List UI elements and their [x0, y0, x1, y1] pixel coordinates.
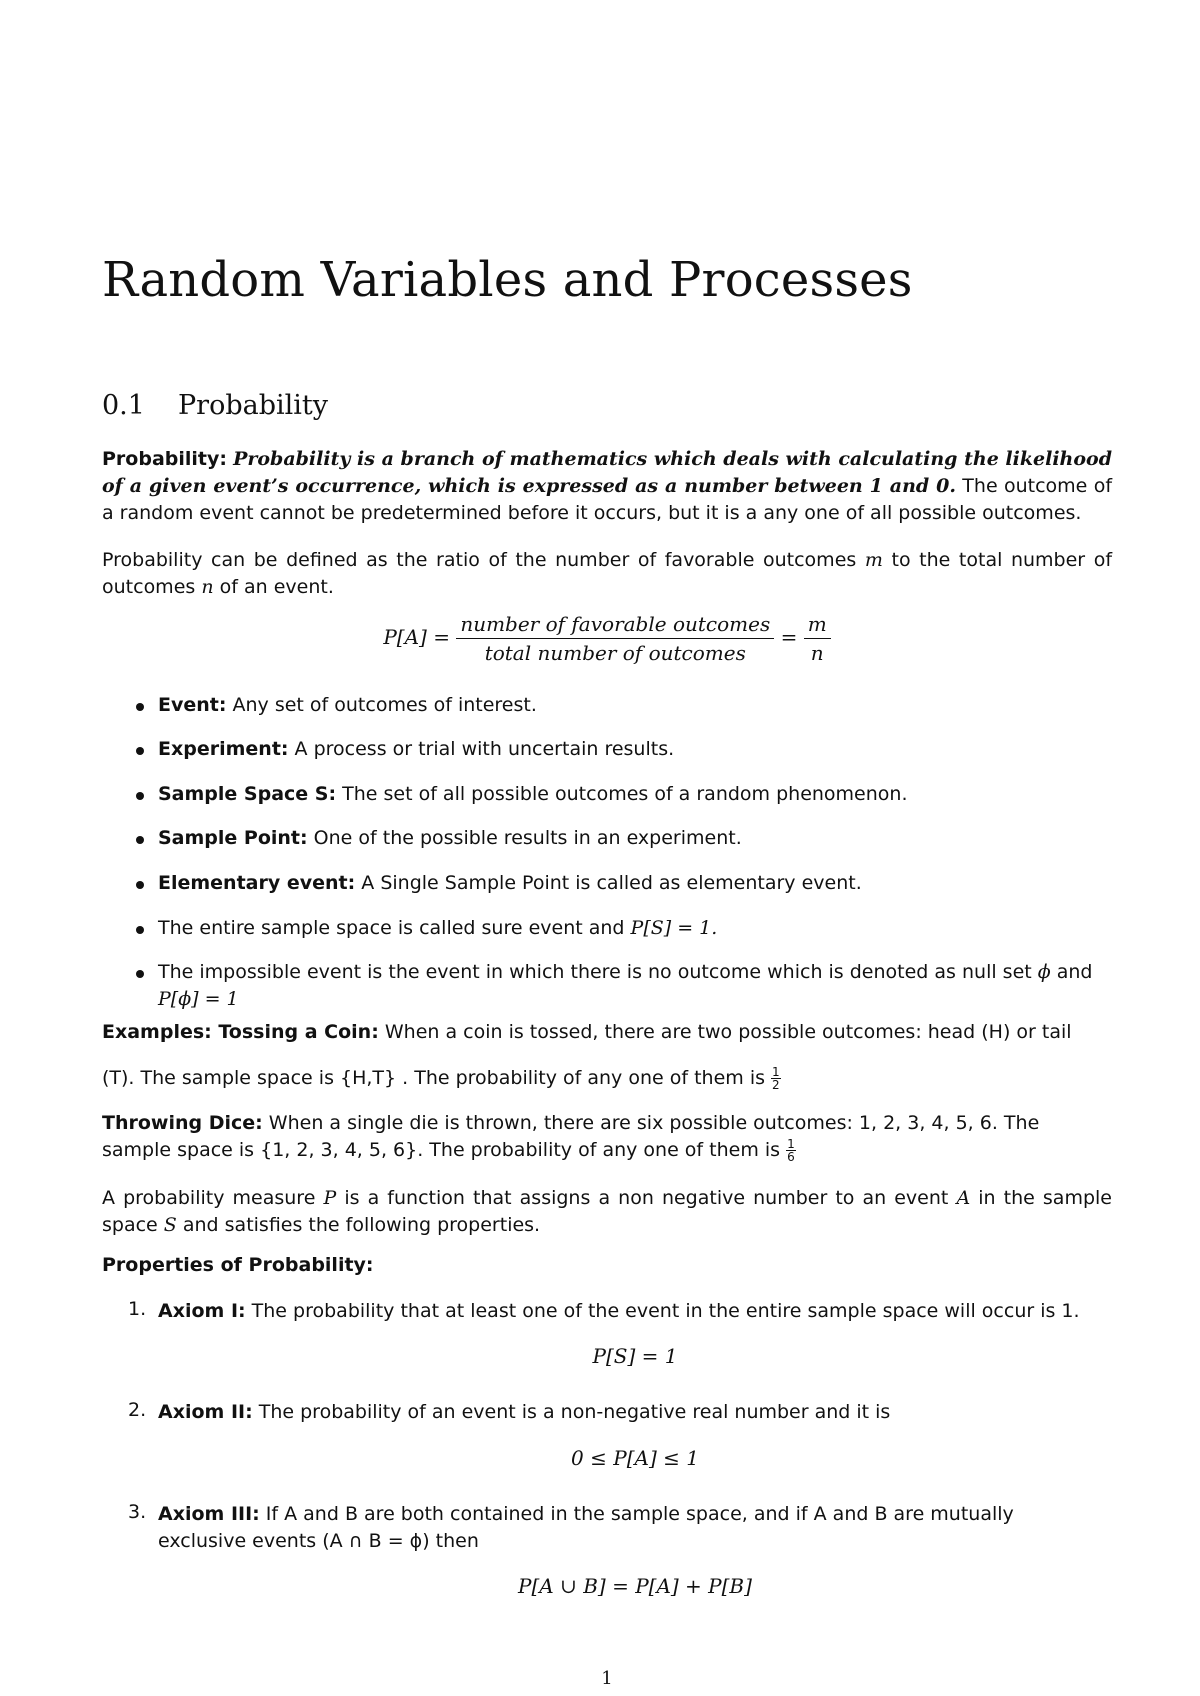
bullet-dot [136, 926, 144, 934]
ratio-m: m [864, 549, 883, 571]
axiom-item [158, 1501, 1112, 1555]
section-title: Probability [178, 390, 329, 421]
impossible-event-and: and [1056, 961, 1093, 983]
coin-text-a: When a coin is tossed, there are two possible outcomes: head (H) or tail [384, 1021, 1072, 1043]
axiom-number: 2. [128, 1399, 147, 1421]
intro-label: Probability: [102, 448, 227, 470]
formula-lhs: P[A] = [383, 625, 450, 649]
dice-example [102, 1110, 1112, 1164]
axiom-item [158, 1399, 1112, 1426]
properties-heading: Properties of Probability: [102, 1254, 374, 1276]
fraction-bottom: 6 [787, 1150, 795, 1164]
axiom-text: If A and B are both contained in the sample space, and if A and B are mutually [265, 1503, 1014, 1525]
definition-text: A Single Sample Point is called as elementary event. [361, 872, 862, 894]
measure-A: A [956, 1187, 971, 1209]
dice-text-b: sample space is {1, 2, 3, 4, 5, 6}. The probability of any one of them is [102, 1139, 781, 1161]
intro-paragraph [102, 446, 1112, 527]
axiom-number: 3. [128, 1501, 147, 1523]
measure-text-a: A probability measure [102, 1187, 316, 1209]
fraction-top: 1 [787, 1137, 795, 1151]
ratio-text-c: of an event. [219, 576, 334, 598]
intro-definition: Probability is a branch of mathematics which deals with calculating the likelihood of a given event’s occurrence, which is expressed as a number between 1 and 0. [102, 448, 1112, 497]
bullet-dot [136, 970, 144, 978]
formula-m: m [804, 612, 831, 639]
ratio-text-a: Probability can be defined as the ratio of the number of favorable outcomes [102, 549, 857, 571]
sure-event-math: P[S] = 1. [630, 917, 718, 939]
definition-term: Experiment: [158, 738, 289, 760]
axiom-number: 1. [128, 1298, 147, 1320]
dice-label: Throwing Dice: [102, 1112, 263, 1134]
fraction-top: 1 [772, 1065, 780, 1079]
axiom-text: The probability that at least one of the event in the entire sample space will occur is 1. [251, 1300, 1080, 1322]
list-item [158, 736, 1112, 763]
coin-label: Examples: Tossing a Coin: [102, 1021, 379, 1043]
formula-denominator: total number of outcomes [484, 641, 746, 665]
formula-numerator: number of favorable outcomes [456, 612, 774, 639]
coin-example-line2 [102, 1065, 1112, 1092]
one-half-fraction [771, 1066, 781, 1091]
definition-text: Any set of outcomes of interest. [232, 694, 537, 716]
formula-fraction [456, 612, 774, 665]
measure-paragraph [102, 1185, 1112, 1239]
axiom-equation: 0 ≤ P[A] ≤ 1 [571, 1446, 699, 1470]
measure-S: S [163, 1214, 177, 1236]
one-sixth-fraction [786, 1138, 796, 1163]
section-heading [102, 390, 328, 421]
definition-text: One of the possible results in an experiment. [313, 827, 742, 849]
ratio-n: n [201, 576, 214, 598]
formula-equals: = [780, 625, 798, 649]
probability-formula [102, 612, 1112, 665]
list-item [158, 870, 1112, 897]
bullet-dot [136, 836, 144, 844]
dice-text-a: When a single die is thrown, there are six possible outcomes: 1, 2, 3, 4, 5, 6. The [268, 1112, 1040, 1134]
intro-rest: The outcome of a random event cannot be predetermined before it occurs, but it is a any one of all possible outcomes. [102, 475, 1113, 524]
axiom-text-continued: exclusive events (A ∩ B = ϕ) then [158, 1530, 479, 1552]
definition-term: Elementary event: [158, 872, 356, 894]
axiom-item [158, 1298, 1112, 1325]
bullet-dot [136, 881, 144, 889]
definition-term: Sample Space S: [158, 783, 337, 805]
section-number: 0.1 [102, 390, 145, 421]
coin-text-b: (T). The sample space is {H,T} . The probability of any one of them is [102, 1067, 765, 1089]
bullet-dot [136, 703, 144, 711]
bullet-dot [136, 747, 144, 755]
impossible-event-text: The impossible event is the event in which there is no outcome which is denoted as null set [158, 961, 1032, 983]
ratio-text-b: to the total number of outcomes [102, 549, 1113, 598]
list-item [158, 781, 1112, 808]
measure-text-c: in the sample space [102, 1187, 1112, 1236]
sure-event-text: The entire sample space is called sure event and [158, 917, 625, 939]
axiom-text: The probability of an event is a non-negative real number and it is [258, 1401, 891, 1423]
measure-text-d: and satisfies the following properties. [182, 1214, 541, 1236]
axiom-equation: P[A ∪ B] = P[A] + P[B] [518, 1574, 752, 1598]
definition-text: A process or trial with uncertain results. [294, 738, 675, 760]
impossible-event-math: P[ϕ] = 1 [158, 988, 239, 1010]
definition-text: The set of all possible outcomes of a random phenomenon. [342, 783, 908, 805]
formula-m-over-n [804, 612, 831, 665]
axiom-equation: P[S] = 1 [592, 1344, 678, 1368]
measure-P: P [323, 1187, 337, 1209]
list-item [158, 825, 1112, 852]
measure-text-b: is a function that assigns a non negative number to an event [344, 1187, 949, 1209]
definition-term: Event: [158, 694, 227, 716]
phi-symbol: ϕ [1037, 961, 1051, 983]
list-item [158, 959, 1112, 1013]
list-item [158, 915, 1112, 942]
axiom-label: Axiom II: [158, 1401, 253, 1423]
page-number: 1 [601, 1668, 613, 1689]
axiom-label: Axiom I: [158, 1300, 246, 1322]
formula-n: n [810, 641, 824, 665]
list-item [158, 692, 1112, 719]
axiom-label: Axiom III: [158, 1503, 260, 1525]
fraction-bottom: 2 [772, 1078, 780, 1092]
document-title: Random Variables and Processes [102, 252, 913, 308]
definition-term: Sample Point: [158, 827, 308, 849]
bullet-dot [136, 792, 144, 800]
coin-example [102, 1019, 1112, 1046]
ratio-paragraph [102, 547, 1112, 601]
